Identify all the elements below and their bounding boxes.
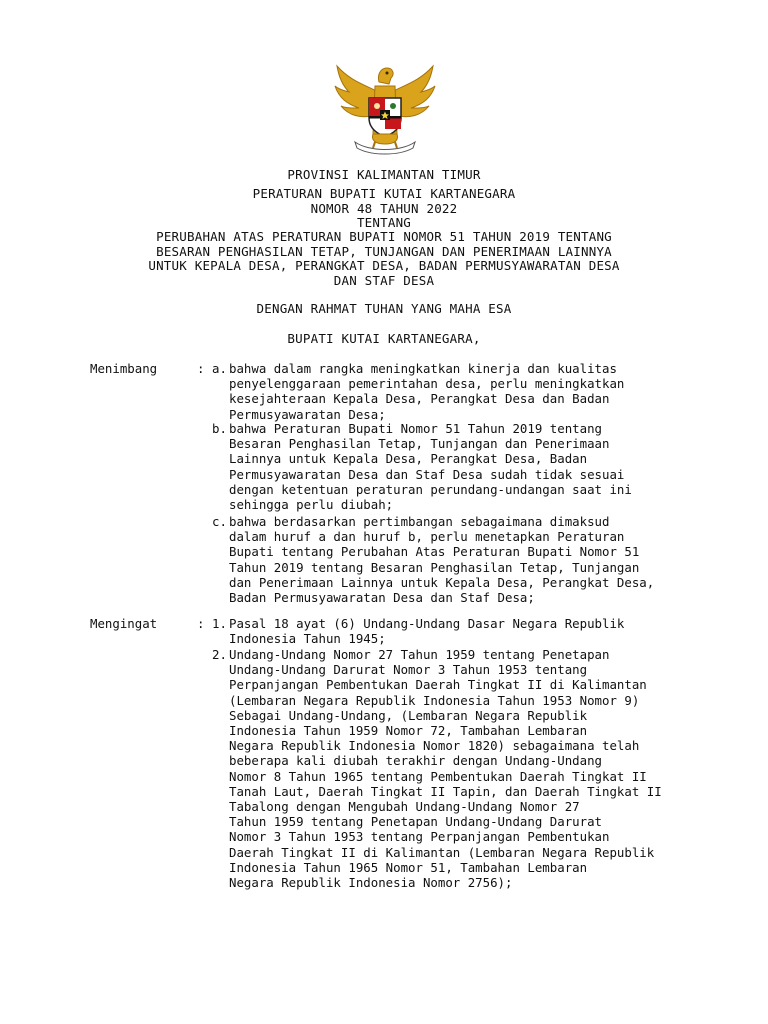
- subject-line: DAN STAF DESA: [333, 273, 435, 288]
- blessing-line: DENGAN RAHMAT TUHAN YANG MAHA ESA: [256, 301, 512, 316]
- item-line: Badan Permusyawaratan Desa dan Staf Desa;: [229, 590, 535, 605]
- item-line: Negara Republik Indonesia Nomor 1820) sebagaimana telah: [229, 738, 640, 754]
- item-line: Tabalong dengan Mengubah Undang-Undang Nomor 27: [229, 799, 580, 814]
- item-line: Nomor 3 Tahun 1953 tentang Perpanjangan Pembentukan: [229, 829, 610, 845]
- item-line: Negara Republik Indonesia Nomor 2756);: [229, 875, 513, 890]
- item-line: Nomor 8 Tahun 1965 tentang Pembentukan Daerah Tingkat II: [229, 768, 647, 784]
- issuer-line: BUPATI KUTAI KARTANEGARA,: [287, 331, 481, 346]
- item-line: Indonesia Tahun 1959 Nomor 72, Tambahan Lembaran: [229, 723, 588, 738]
- item-marker: a.: [212, 361, 227, 376]
- item-line: Sebagai Undang-Undang, (Lembaran Negara Republik: [229, 707, 588, 723]
- item-line: Permusyawaratan Desa;: [229, 406, 386, 422]
- section-colon: :: [197, 361, 205, 376]
- item-line: bahwa berdasarkan pertimbangan sebagaimana dimaksud: [229, 514, 610, 529]
- item-line: Pasal 18 ayat (6) Undang-Undang Dasar Negara Republik: [229, 616, 625, 631]
- item-line: Undang-Undang Nomor 27 Tahun 1959 tentang Penetapan: [229, 647, 610, 662]
- item-line: bahwa Peraturan Bupati Nomor 51 Tahun 2019 tentang: [229, 421, 602, 436]
- item-marker: 1.: [212, 616, 227, 631]
- item-line: Indonesia Tahun 1965 Nomor 51, Tambahan Lembaran: [229, 859, 588, 875]
- item-line: dengan ketentuan peraturan perundang-undangan saat ini: [229, 481, 632, 497]
- regulation-title: PERATURAN BUPATI KUTAI KARTANEGARA: [252, 186, 516, 201]
- section-colon: :: [197, 616, 205, 631]
- item-line: Besaran Penghasilan Tetap, Tunjangan dan Penerimaan: [229, 436, 610, 452]
- item-marker: 2.: [212, 647, 227, 662]
- province-title: PROVINSI KALIMANTAN TIMUR: [287, 167, 481, 182]
- item-line: Daerah Tingkat II di Kalimantan (Lembaran Negara Republik: [229, 844, 655, 860]
- about-label: TENTANG: [356, 215, 412, 230]
- item-line: Tanah Laut, Daerah Tingkat II Tapin, dan Daerah Tingkat II: [229, 783, 662, 799]
- item-line: beberapa kali diubah terakhir dengan Undang-Undang: [229, 753, 602, 769]
- item-line: Perpanjangan Pembentukan Daerah Tingkat II di Kalimantan: [229, 677, 647, 693]
- item-line: dalam huruf a dan huruf b, perlu menetapkan Peraturan: [229, 529, 625, 545]
- item-marker: c.: [212, 514, 227, 529]
- section-label: Mengingat: [90, 616, 158, 631]
- section-label: Menimbang: [90, 361, 158, 376]
- item-line: Bupati tentang Perubahan Atas Peraturan Bupati Nomor 51: [229, 544, 640, 560]
- item-line: kesejahteraan Kepala Desa, Perangkat Desa dan Badan: [229, 391, 610, 407]
- item-line: penyelenggaraan pemerintahan desa, perlu meningkatkan: [229, 376, 625, 392]
- regulation-number: NOMOR 48 TAHUN 2022: [310, 201, 458, 216]
- subject-line: UNTUK KEPALA DESA, PERANGKAT DESA, BADAN PERMUSYAWARATAN DESA: [148, 258, 620, 273]
- item-line: Permusyawaratan Desa dan Staf Desa sudah tidak sesuai: [229, 466, 625, 482]
- garuda-emblem-icon: [331, 56, 439, 156]
- item-line: Lainnya untuk Kepala Desa, Perangkat Desa, Badan: [229, 451, 588, 467]
- item-line: (Lembaran Negara Republik Indonesia Tahun 1953 Nomor 9): [229, 692, 640, 708]
- subject-line: PERUBAHAN ATAS PERATURAN BUPATI NOMOR 51 TAHUN 2019 TENTANG: [156, 229, 612, 244]
- item-marker: b.: [212, 421, 227, 436]
- item-line: bahwa dalam rangka meningkatkan kinerja dan kualitas: [229, 361, 617, 376]
- item-line: Indonesia Tahun 1945;: [229, 631, 386, 647]
- item-line: Undang-Undang Darurat Nomor 3 Tahun 1953 tentang: [229, 662, 588, 678]
- item-line: Tahun 1959 tentang Penetapan Undang-Undang Darurat: [229, 814, 602, 830]
- item-line: Tahun 2019 tentang Besaran Penghasilan Tetap, Tunjangan: [229, 559, 640, 575]
- subject-line: BESARAN PENGHASILAN TETAP, TUNJANGAN DAN PENERIMAAN LAINNYA: [156, 244, 612, 259]
- item-line: sehingga perlu diubah;: [229, 497, 394, 512]
- item-line: dan Penerimaan Lainnya untuk Kepala Desa, Perangkat Desa,: [229, 574, 655, 590]
